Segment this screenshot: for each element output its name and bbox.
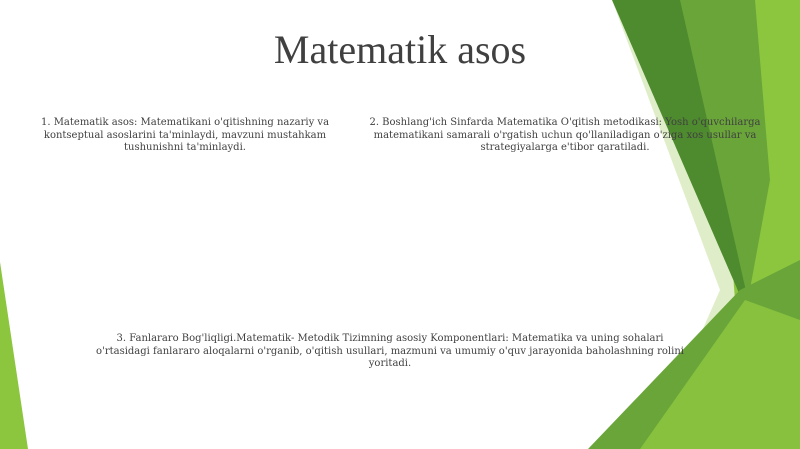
paragraph-matematik-asos: 1. Matematik asos: Matematikani o'qitishning nazariy va kontseptual asoslarini ta'minlaydi, mavzuni mustahkam tushunishni ta'minlaydi. bbox=[40, 117, 330, 153]
left-sliver bbox=[0, 262, 28, 449]
slide-title: Matematik asos bbox=[273, 27, 527, 72]
paragraph-fanlararo: 3. Fanlararo Bog'liqligi.Matematik- Metodik Tizimning asosiy Komponentlari: Matematika va uning sohalari o'rtasidagi fanlararo aloqalarni o'rganib, o'qitish usullari, mazmuni va umumiy o'quv jarayonida baholashning rolini yoritadi. bbox=[96, 333, 684, 369]
paragraph-metodika: 2. Boshlang'ich Sinfarda Matematika O'qitish metodikasi: Yosh o'quvchilarga matematikani samarali o'rgatish uchun qo'llaniladigan o'ziga xos usullar va strategiyalarga e'tibor qaratiladi. bbox=[369, 117, 761, 153]
